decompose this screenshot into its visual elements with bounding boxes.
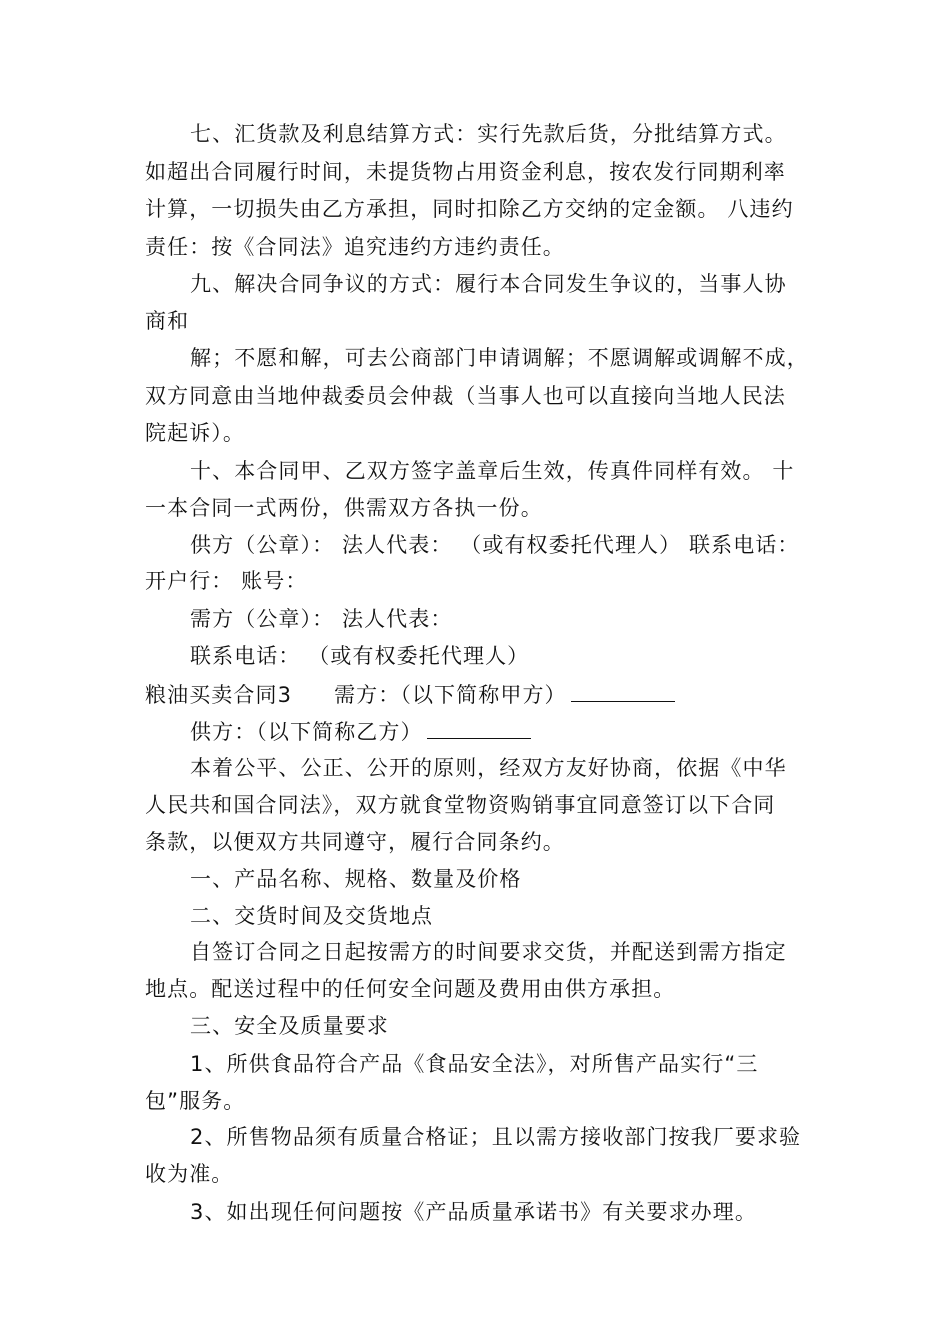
item-1-line-2: 包”服务。	[145, 1089, 246, 1113]
contract-3-header	[145, 679, 675, 709]
supplier-name-blank	[427, 716, 531, 739]
contract-title: 粮油买卖合同3	[145, 683, 293, 707]
supplier-party-label: 供方：（以下简称乙方）	[190, 720, 423, 744]
para-7-line-1: 七、汇货款及利息结算方式：实行先款后货，分批结算方式。	[190, 122, 787, 146]
section-2-line-2: 地点。配送过程中的任何安全问题及费用由供方承担。	[145, 977, 676, 1001]
section-1-heading: 一、产品名称、规格、数量及价格	[190, 867, 522, 891]
item-2-line-1: 2、所售物品须有质量合格证；且以需方接收部门按我厂要求验	[190, 1125, 802, 1149]
para-9-line-5: 院起诉）。	[145, 421, 245, 445]
buyer-name-blank	[571, 679, 675, 702]
para-9-line-3: 解；不愿和解，可去公商部门申请调解；不愿调解或调解不成，	[190, 346, 809, 370]
supplier-signature-line: 供方（公章）： 法人代表： （或有权委托代理人） 联系电话：	[190, 533, 800, 557]
para-9-line-1: 九、解决合同争议的方式：履行本合同发生争议的，当事人协	[190, 272, 787, 296]
para-10-line-2: 一本合同一式两份，供需双方各执一份。	[145, 496, 543, 520]
para-7-line-2: 如超出合同履行时间，未提货物占用资金利息，按农发行同期利率	[145, 160, 786, 184]
para-9-line-2: 商和	[145, 309, 190, 333]
section-3-heading: 三、安全及质量要求	[190, 1014, 389, 1038]
para-7-line-3: 计算，一切损失由乙方承担，同时扣除乙方交纳的定金额。 八违约	[145, 197, 794, 221]
para-10-line-1: 十、本合同甲、乙双方签字盖章后生效，传真件同样有效。 十	[190, 459, 795, 483]
para-9-line-4: 双方同意由当地仲裁委员会仲裁（当事人也可以直接向当地人民法	[145, 384, 786, 408]
buyer-contact-line: 联系电话： （或有权委托代理人）	[190, 644, 530, 668]
item-1-line-1: 1、所供食品符合产品《食品安全法》，对所售产品实行“三	[190, 1052, 759, 1076]
section-2-heading: 二、交货时间及交货地点	[190, 904, 434, 928]
preamble-line-3: 条款，以便双方共同遵守，履行合同条约。	[145, 830, 565, 854]
preamble-line-2: 人民共和国合同法》，双方就食堂物资购销事宜同意签订以下合同	[145, 793, 776, 817]
supplier-bank-line: 开户行： 账号：	[145, 569, 308, 593]
item-2-line-2: 收为准。	[145, 1162, 234, 1186]
supplier-party-line	[190, 716, 531, 746]
buyer-signature-line: 需方（公章）： 法人代表：	[190, 607, 453, 631]
item-3-line: 3、如出现任何问题按《产品质量承诺书》有关要求办理。	[190, 1200, 757, 1224]
section-2-line-1: 自签订合同之日起按需方的时间要求交货，并配送到需方指定	[190, 940, 787, 964]
buyer-party-label: 需方：（以下简称甲方）	[334, 683, 567, 707]
para-8-line: 责任：按《合同法》追究违约方违约责任。	[145, 235, 565, 259]
preamble-line-1: 本着公平、公正、公开的原则，经双方友好协商，依据《中华	[190, 756, 787, 780]
